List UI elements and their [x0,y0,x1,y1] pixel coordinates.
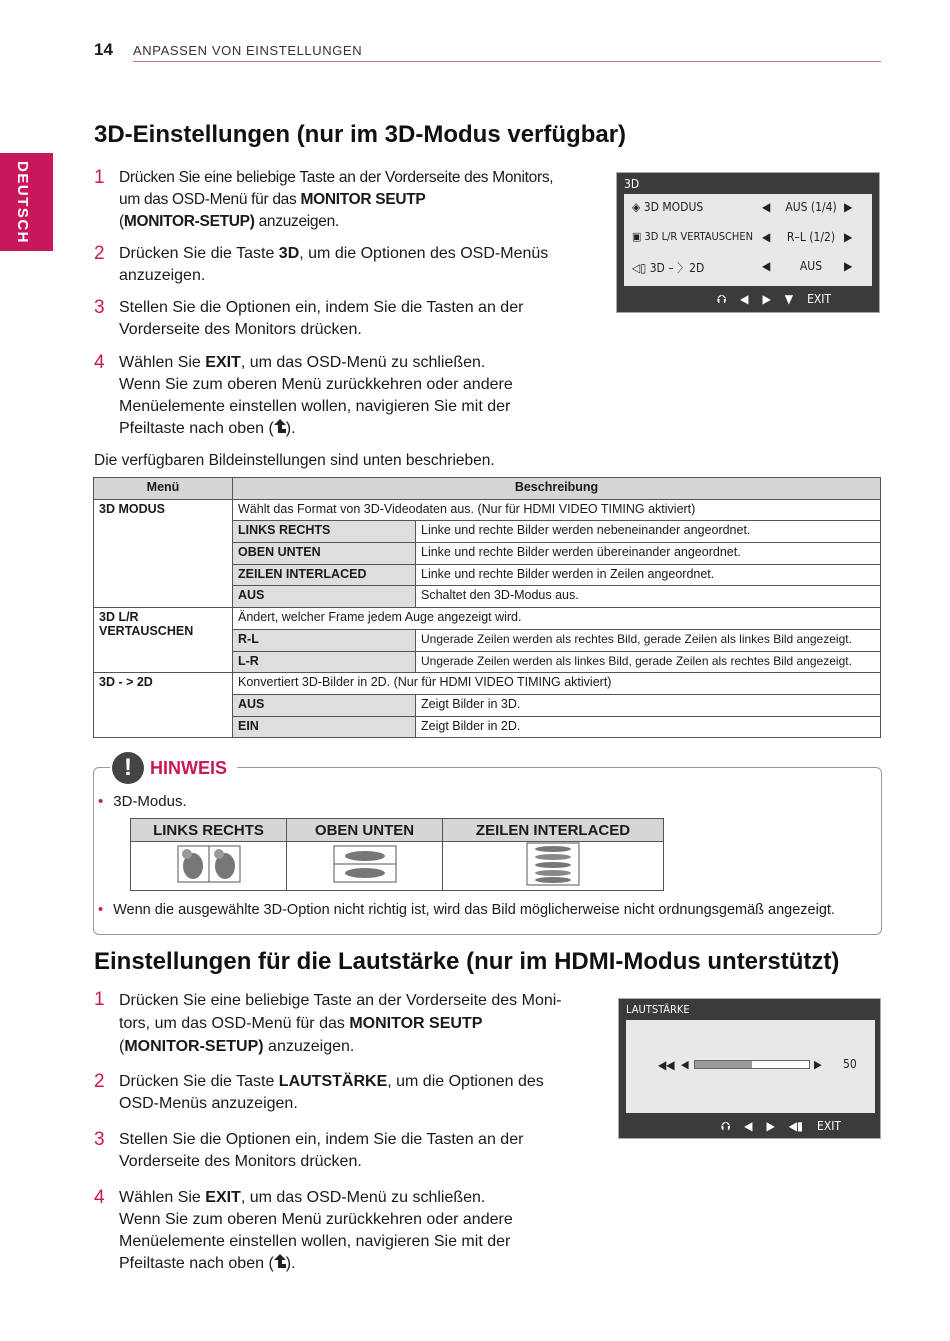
volume-slider-fill [695,1061,752,1068]
right-arrow-icon[interactable]: ▶ [766,1119,775,1133]
step-text: tors, um das OSD-Menü für das [119,1015,350,1032]
option-cell: AUS [233,586,416,608]
step-text-bold: EXIT [205,1189,241,1206]
step-3 [94,297,594,341]
note-bullet-1 [98,793,187,810]
exit-button[interactable]: EXIT [807,292,832,306]
step-text: anzuzeigen. [254,213,339,230]
step-text: Drücken Sie eine beliebige Taste an der Vorderseite des Moni- [119,992,562,1009]
step-number: 4 [94,1187,105,1208]
left-arrow-icon[interactable]: ◀ [740,292,749,306]
volume-icon: ◀◀ [658,1058,675,1072]
speaker-icon: ◁▯ [632,261,647,275]
menu-cell-line: VERTAUSCHEN [99,624,194,639]
step-text: , um die Optionen des [387,1073,544,1090]
down-arrow-icon[interactable]: ▼ [784,292,794,306]
osd-value: R–L (1/2) [786,230,836,244]
step-text: anzuzeigen. [263,1038,355,1055]
step-number: 1 [94,167,105,188]
description-cell: Wählt das Format von 3D-Videodaten aus. (Nur für HDMI VIDEO TIMING aktiviert) [233,499,881,521]
left-arrow-icon[interactable]: ◀ [762,200,771,214]
step-number: 3 [94,297,105,318]
step-text: Wählen Sie [119,1189,206,1206]
step-text: anzuzeigen. [119,267,206,284]
step-number: 3 [94,1129,105,1150]
top-bottom-illustration [333,844,397,884]
option-desc-cell: Zeigt Bilder in 3D. [416,694,881,716]
column-header-menu: Menü [94,478,233,500]
option-desc-cell: Linke und rechte Bilder werden nebeneinander angeordnet. [416,521,881,543]
vol-step-1 [94,989,594,1058]
step-text: , um das OSD-Menü zu schließen. [240,1189,486,1206]
up-arrow-icon [274,1253,286,1275]
step-text: Stellen Sie die Optionen ein, indem Sie die Tasten an der [119,299,524,316]
up-arrow-icon [274,418,286,440]
osd-title: 3D [624,177,640,191]
step-4 [94,352,594,440]
step-text: ). [285,420,296,437]
vol-step-2 [94,1071,594,1115]
volume-value: 50 [843,1057,857,1071]
osd-row-3d-2d[interactable] [632,259,872,276]
mode-image-top-bottom [287,842,443,891]
bullet-dot: • [98,793,104,810]
right-arrow-icon[interactable]: ▶ [844,230,853,244]
option-desc-cell: Linke und rechte Bilder werden in Zeilen angeordnet. [416,564,881,586]
mode-header: LINKS RECHTS [131,819,287,842]
settings-intro: Die verfügbaren Bildeinstellungen sind unten beschrieben. [94,452,495,469]
osd-value: AUS [799,259,823,273]
right-arrow-icon[interactable]: ▶ [762,292,771,306]
step-number: 2 [94,243,105,264]
mode-header: OBEN UNTEN [287,819,443,842]
right-arrow-icon[interactable]: ▶ [844,259,853,273]
option-desc-cell: Ungerade Zeilen werden als linkes Bild, gerade Zeilen als rechtes Bild angezeigt. [416,651,881,673]
step-number: 1 [94,989,105,1010]
step-1 [94,167,594,233]
step-text: Wenn Sie zum oberen Menü zurückkehren oder andere [119,1211,513,1228]
osd-panel [626,1020,875,1113]
step-text-bold: LAUTSTÄRKE [278,1073,388,1090]
volume-slider[interactable] [694,1060,810,1069]
lr-icon: ▣ [632,230,642,243]
section-heading-3d: 3D-Einstellungen (nur im 3D-Modus verfügbar) [94,121,627,148]
step-number: 2 [94,1071,105,1092]
step-text: Menüelemente einstellen wollen, navigieren Sie mit der [119,1233,511,1250]
menu-cell [94,608,233,673]
language-label: DEUTSCH [14,161,31,245]
menu-cell-line: 3D L/R [99,610,139,625]
section-title: ANPASSEN VON EINSTELLUNGEN [133,43,363,58]
3d-modes-table [130,818,664,891]
step-text: Menüelemente einstellen wollen, navigieren Sie mit der [119,398,511,415]
option-cell: OBEN UNTEN [233,543,416,565]
step-text: Wählen Sie [119,354,206,371]
left-arrow-icon[interactable]: ◀ [681,1058,689,1071]
step-text-bold: MONITOR-SETUP) [124,1038,264,1055]
osd-title: LAUTSTÄRKE [626,1003,690,1016]
right-arrow-icon[interactable]: ▶ [844,200,853,214]
mode-header: ZEILEN INTERLACED [443,819,664,842]
option-cell: LINKS RECHTS [233,521,416,543]
step-text: Drücken Sie eine beliebige Taste an der Vorderseite des Monitors, [119,169,554,186]
osd-button-bar [721,1119,841,1134]
bullet-dot: • [98,902,104,918]
left-arrow-icon[interactable]: ◀ [762,259,771,273]
menu-cell: 3D - > 2D [94,673,233,738]
option-cell: L-R [233,651,416,673]
cube-icon: ◈ [632,200,641,214]
note-header [110,752,237,784]
description-cell: Ändert, welcher Frame jedem Auge angezeigt wird. [233,608,881,630]
step-text: ( [119,1038,125,1055]
section-heading-volume: Einstellungen für die Lautstärke (nur im HDMI-Modus unterstützt) [94,948,840,975]
option-cell: AUS [233,694,416,716]
step-2 [94,243,594,287]
step-text: Pfeiltaste nach oben ( [119,420,274,437]
step-text: Stellen Sie die Optionen ein, indem Sie die Tasten an der [119,1131,524,1148]
option-desc-cell: Zeigt Bilder in 2D. [416,716,881,738]
osd-button-bar [717,292,831,307]
note-bullet-2 [98,902,835,918]
mode-image-interlaced [443,842,664,891]
warning-icon: ! [112,752,144,784]
osd-3d-menu [616,172,880,313]
option-cell: R-L [233,629,416,651]
option-cell: EIN [233,716,416,738]
osd-row-lr-swap[interactable] [632,230,872,244]
osd-row-3d-modus[interactable] [632,200,872,214]
osd-label: 3D – 〉2D [649,261,705,275]
vol-step-3 [94,1129,594,1173]
option-desc-cell: Ungerade Zeilen werden als rechtes Bild, gerade Zeilen als linkes Bild angezeigt. [416,629,881,651]
description-cell: Konvertiert 3D-Bilder in 2D. (Nur für HDMI VIDEO TIMING aktiviert) [233,673,881,695]
step-text: OSD-Menüs anzuzeigen. [119,1095,298,1112]
header-divider [133,61,881,62]
up-arrow-icon[interactable]: ⮉ [721,1119,731,1133]
step-text-bold: EXIT [205,354,241,371]
osd-label: 3D MODUS [643,200,704,214]
note-title: HINWEIS [150,757,228,778]
bullet-text: Wenn die ausgewählte 3D-Option nicht richtig ist, wird das Bild möglicherweise nicht ordnungsgemäß angezeigt. [113,902,835,918]
step-text: um das OSD-Menü für das [119,191,301,208]
osd-volume-menu [618,998,881,1139]
bullet-text: 3D-Modus. [113,793,187,810]
exit-button[interactable]: EXIT [817,1119,841,1133]
page-number: 14 [94,40,113,59]
step-text: Wenn Sie zum oberen Menü zurückkehren oder andere [119,376,513,393]
option-cell: ZEILEN INTERLACED [233,564,416,586]
step-text-bold: 3D [278,245,300,262]
volume-icon[interactable]: ◀▮ [788,1119,803,1133]
option-desc-cell: Linke und rechte Bilder werden übereinander angeordnet. [416,543,881,565]
osd-label: 3D L/R VERTAUSCHEN [644,230,754,243]
left-arrow-icon[interactable]: ◀ [762,230,771,244]
step-text: Vorderseite des Monitors drücken. [119,1153,362,1170]
osd-value: AUS (1/4) [785,200,837,214]
step-number: 4 [94,352,105,373]
step-text: Vorderseite des Monitors drücken. [119,321,362,338]
language-tab [0,153,53,251]
option-desc-cell: Schaltet den 3D-Modus aus. [416,586,881,608]
step-text: Drücken Sie die Taste [119,1073,279,1090]
step-text: Pfeiltaste nach oben ( [119,1255,274,1272]
step-text-bold: MONITOR SEUTP [349,1015,483,1032]
mode-image-side-by-side [131,842,287,891]
left-arrow-icon[interactable]: ◀ [744,1119,753,1133]
step-text: Drücken Sie die Taste [119,245,279,262]
step-text-bold: MONITOR-SETUP) [123,213,255,230]
step-text-bold: MONITOR SEUTP [300,191,426,208]
right-arrow-icon[interactable]: ▶ [814,1058,822,1071]
interlaced-illustration [526,842,580,886]
step-text: ( [119,213,124,230]
step-text: , um die Optionen des OSD-Menüs [299,245,549,262]
osd-panel [624,194,872,286]
settings-table [93,477,881,738]
menu-cell: 3D MODUS [94,499,233,607]
step-text: , um das OSD-Menü zu schließen. [240,354,486,371]
column-header-description: Beschreibung [233,478,881,500]
step-text: ). [285,1255,296,1272]
vol-step-4 [94,1187,594,1275]
up-arrow-icon[interactable]: ⮉ [717,292,727,306]
side-by-side-illustration [177,844,241,884]
